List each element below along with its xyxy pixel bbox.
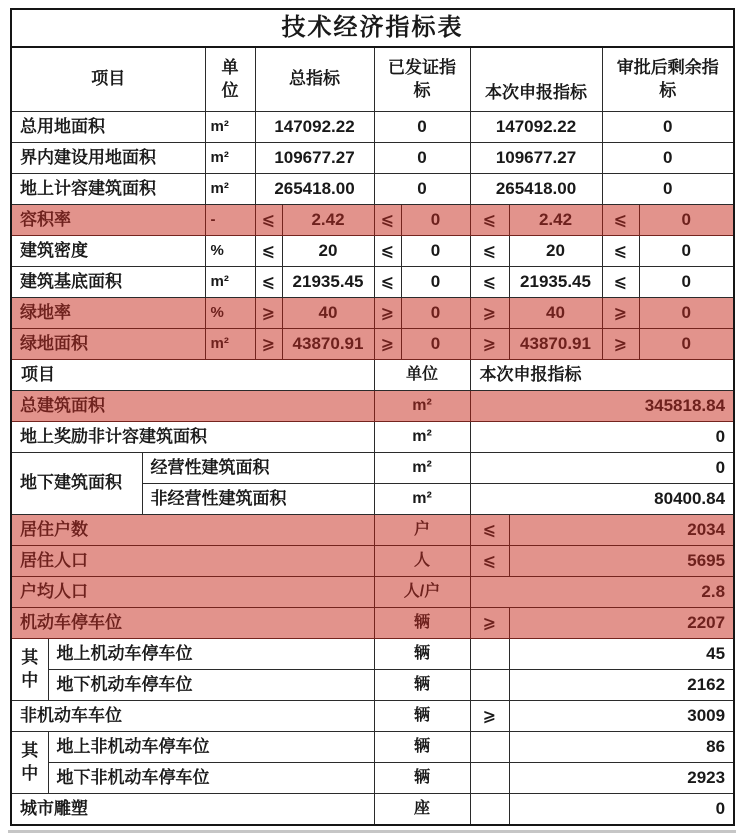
unit-cell: 座 xyxy=(374,794,470,826)
col-header-current: 本次申报指标 xyxy=(470,360,734,391)
value-cell: 3009 xyxy=(509,701,734,732)
table-row xyxy=(11,143,734,174)
value-cell: 0 xyxy=(401,236,470,267)
value-cell: 265418.00 xyxy=(255,174,374,205)
operator-cell xyxy=(470,732,509,763)
table-row xyxy=(11,236,734,267)
row-label: 城市雕塑 xyxy=(11,794,374,826)
section2-header-row xyxy=(11,360,734,391)
operator-cell xyxy=(470,794,509,826)
value-cell: 40 xyxy=(509,298,602,329)
value-cell: 0 xyxy=(602,174,734,205)
unit-cell: 辆 xyxy=(374,608,470,639)
value-cell: 0 xyxy=(602,143,734,174)
col-header-total: 总指标 xyxy=(255,47,374,112)
unit-cell: 人/户 xyxy=(374,577,470,608)
value-cell: 2162 xyxy=(509,670,734,701)
page-title: 技术经济指标表 xyxy=(11,9,734,47)
col-header-remaining: 审批后剩余指标 xyxy=(602,47,734,112)
operator-cell: ⩽ xyxy=(374,236,401,267)
value-cell: 0 xyxy=(401,298,470,329)
row-label: 绿地率 xyxy=(11,298,205,329)
table-row-highlighted xyxy=(11,608,734,639)
unit-cell: m² xyxy=(205,267,255,298)
value-cell: 0 xyxy=(509,794,734,826)
value-cell: 2034 xyxy=(509,515,734,546)
operator-cell: ⩽ xyxy=(255,205,282,236)
value-cell: 345818.84 xyxy=(470,391,734,422)
row-label: 总建筑面积 xyxy=(11,391,374,422)
value-cell: 43870.91 xyxy=(509,329,602,360)
table-row xyxy=(11,701,734,732)
value-cell: 43870.91 xyxy=(282,329,374,360)
unit-cell: m² xyxy=(374,484,470,515)
col-header-current: 本次申报指标 xyxy=(470,47,602,112)
unit-cell: 辆 xyxy=(374,670,470,701)
unit-cell: m² xyxy=(205,143,255,174)
value-cell: 0 xyxy=(374,174,470,205)
col-header-unit: 单位 xyxy=(205,47,255,112)
operator-cell xyxy=(470,639,509,670)
table-row xyxy=(11,267,734,298)
value-cell: 0 xyxy=(401,329,470,360)
operator-cell: ⩽ xyxy=(470,236,509,267)
section1-header-row xyxy=(11,47,734,112)
operator-cell: ⩽ xyxy=(602,267,639,298)
group-label-among: 其中 xyxy=(11,639,48,701)
value-cell: 45 xyxy=(509,639,734,670)
unit-cell: % xyxy=(205,298,255,329)
unit-cell: m² xyxy=(374,453,470,484)
value-cell: 20 xyxy=(509,236,602,267)
value-cell: 0 xyxy=(401,205,470,236)
operator-cell: ⩽ xyxy=(470,546,509,577)
operator-cell: ⩽ xyxy=(602,236,639,267)
value-cell: 0 xyxy=(374,143,470,174)
row-label: 非经营性建筑面积 xyxy=(142,484,374,515)
operator-cell: ⩾ xyxy=(374,298,401,329)
operator-cell: ⩽ xyxy=(374,267,401,298)
value-cell: 2.42 xyxy=(282,205,374,236)
value-cell: 40 xyxy=(282,298,374,329)
value-cell: 0 xyxy=(470,453,734,484)
operator-cell: ⩽ xyxy=(470,267,509,298)
row-label: 地下非机动车停车位 xyxy=(48,763,374,794)
value-cell: 80400.84 xyxy=(470,484,734,515)
table-row-highlighted xyxy=(11,515,734,546)
unit-cell: 辆 xyxy=(374,732,470,763)
unit-cell: m² xyxy=(205,174,255,205)
row-label: 居住户数 xyxy=(11,515,374,546)
value-cell: 86 xyxy=(509,732,734,763)
row-label: 建筑基底面积 xyxy=(11,267,205,298)
unit-cell: 辆 xyxy=(374,763,470,794)
table-row xyxy=(11,732,734,763)
col-header-item: 项目 xyxy=(11,47,205,112)
operator-cell: ⩾ xyxy=(255,298,282,329)
operator-cell: ⩾ xyxy=(374,329,401,360)
operator-cell: ⩾ xyxy=(470,608,509,639)
row-label: 总用地面积 xyxy=(11,112,205,143)
col-header-unit: 单位 xyxy=(374,360,470,391)
group-label-underground: 地下建筑面积 xyxy=(11,453,142,515)
operator-cell: ⩽ xyxy=(255,236,282,267)
value-cell: 0 xyxy=(639,236,734,267)
value-cell: 5695 xyxy=(509,546,734,577)
col-header-item: 项目 xyxy=(11,360,374,391)
unit-cell: m² xyxy=(205,112,255,143)
operator-cell: ⩾ xyxy=(602,329,639,360)
operator-cell: ⩽ xyxy=(374,205,401,236)
row-label: 建筑密度 xyxy=(11,236,205,267)
unit-cell: 人 xyxy=(374,546,470,577)
value-cell: 265418.00 xyxy=(470,174,602,205)
table-row xyxy=(11,763,734,794)
value-cell: 0 xyxy=(374,112,470,143)
indicator-table xyxy=(10,8,735,826)
value-cell: 0 xyxy=(470,422,734,453)
operator-cell: ⩽ xyxy=(255,267,282,298)
group-label-among: 其中 xyxy=(11,732,48,794)
operator-cell: ⩽ xyxy=(470,205,509,236)
operator-cell xyxy=(470,763,509,794)
table-row-highlighted xyxy=(11,205,734,236)
row-label: 机动车停车位 xyxy=(11,608,374,639)
value-cell: 147092.22 xyxy=(255,112,374,143)
value-cell: 147092.22 xyxy=(470,112,602,143)
operator-cell: ⩽ xyxy=(470,515,509,546)
table-row-highlighted xyxy=(11,391,734,422)
unit-cell: 辆 xyxy=(374,701,470,732)
value-cell: 20 xyxy=(282,236,374,267)
table-row xyxy=(11,174,734,205)
table-row-highlighted xyxy=(11,546,734,577)
row-label: 地下机动车停车位 xyxy=(48,670,374,701)
value-cell: 2923 xyxy=(509,763,734,794)
value-cell: 21935.45 xyxy=(509,267,602,298)
row-label: 经营性建筑面积 xyxy=(142,453,374,484)
value-cell: 0 xyxy=(639,329,734,360)
operator-cell: ⩾ xyxy=(470,701,509,732)
table-row-highlighted xyxy=(11,329,734,360)
table-row-highlighted xyxy=(11,577,734,608)
operator-cell xyxy=(470,670,509,701)
value-cell: 21935.45 xyxy=(282,267,374,298)
row-label: 户均人口 xyxy=(11,577,374,608)
value-cell: 2.8 xyxy=(470,577,734,608)
unit-cell: 户 xyxy=(374,515,470,546)
unit-cell: % xyxy=(205,236,255,267)
row-label: 地上机动车停车位 xyxy=(48,639,374,670)
table-row xyxy=(11,453,734,484)
table-row xyxy=(11,112,734,143)
table-row xyxy=(11,639,734,670)
operator-cell: ⩾ xyxy=(255,329,282,360)
row-label: 容积率 xyxy=(11,205,205,236)
table-title-row xyxy=(11,9,734,47)
table-row xyxy=(11,670,734,701)
value-cell: 109677.27 xyxy=(255,143,374,174)
operator-cell: ⩽ xyxy=(602,205,639,236)
unit-cell: 辆 xyxy=(374,639,470,670)
indicator-sheet xyxy=(10,8,736,833)
unit-cell: m² xyxy=(374,422,470,453)
row-label: 地上计容建筑面积 xyxy=(11,174,205,205)
value-cell: 0 xyxy=(639,205,734,236)
operator-cell: ⩾ xyxy=(602,298,639,329)
operator-cell: ⩾ xyxy=(470,298,509,329)
row-label: 居住人口 xyxy=(11,546,374,577)
operator-cell: ⩾ xyxy=(470,329,509,360)
unit-cell: m² xyxy=(374,391,470,422)
row-label: 地上奖励非计容建筑面积 xyxy=(11,422,374,453)
unit-cell: m² xyxy=(205,329,255,360)
row-label: 绿地面积 xyxy=(11,329,205,360)
value-cell: 0 xyxy=(602,112,734,143)
row-label: 界内建设用地面积 xyxy=(11,143,205,174)
unit-cell: - xyxy=(205,205,255,236)
col-header-issued: 已发证指标 xyxy=(374,47,470,112)
value-cell: 2.42 xyxy=(509,205,602,236)
value-cell: 0 xyxy=(639,267,734,298)
row-label: 地上非机动车停车位 xyxy=(48,732,374,763)
value-cell: 0 xyxy=(401,267,470,298)
value-cell: 0 xyxy=(639,298,734,329)
value-cell: 109677.27 xyxy=(470,143,602,174)
table-row-highlighted xyxy=(11,298,734,329)
value-cell: 2207 xyxy=(509,608,734,639)
row-label: 非机动车车位 xyxy=(11,701,374,732)
table-row xyxy=(11,422,734,453)
table-row xyxy=(11,794,734,826)
